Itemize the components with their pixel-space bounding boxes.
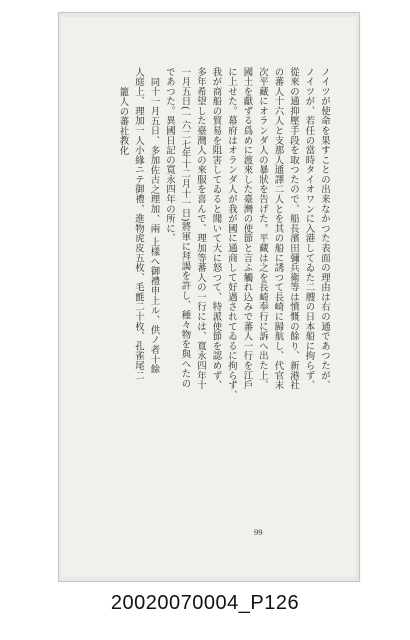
quoted-column: 人庭上、理加一人小緣ニテ御禮、進物虎皮五枚、毛氈二十枚、孔雀尾二 xyxy=(133,67,144,381)
text-column: ノイツが、若任の當時タイオワンに入港してゐた二艘の日本船に拘らず、 xyxy=(303,67,315,391)
page-number: 99 xyxy=(254,527,263,537)
quoted-column: 同十一月五日、多加佐古之理加、兩 上樣へ御禮申上ル、供ノ者十餘 xyxy=(148,77,160,375)
image-caption: 20020070004_P126 xyxy=(110,592,300,614)
text-column: 從來の通抑壓手段を取つたので、船長濱田彌兵衛等は憤慨の餘り、新港社 xyxy=(288,67,299,391)
text-column: に上せた。幕府はオランダ人が我が國に通商して好遇されてゐるに拘らず、 xyxy=(226,67,237,400)
book-page xyxy=(61,17,356,577)
scanned-page-card xyxy=(58,12,360,582)
running-header: 籠人の蕃社教化 xyxy=(117,87,129,156)
text-column: の蕃人十六人と支那人通譯二人とを其の船に誘つて長崎に歸航し、代官末 xyxy=(272,67,284,391)
text-column: 我が商船の貿易を阻害してゐると聞いて大に怒つて、特派使節を認めず、 xyxy=(210,67,222,391)
text-column: であつた。異國日記の寬永四年の所に、 xyxy=(164,67,175,244)
text-column: 一月五日(一六二七年十二月十一日)將軍に拜謁を許し、種々物を與へたの xyxy=(179,67,191,389)
text-column: 多年希望した臺灣人の來服を喜んで、理加等蕃人の一行には、寬永四年十 xyxy=(195,67,206,391)
vertical-text-body xyxy=(84,67,332,545)
text-column: 次平藏にオランダ人の暴狀を告げた。平藏は之を長崎奉行に訴へ出た上、 xyxy=(257,67,268,391)
text-column: 國土を獻ずる爲めに渡來した臺灣の使節と言ふ觸れ込みで蕃人一行を江戶 xyxy=(241,67,253,391)
text-column: ノイツが使命を果すことの出来なかつた表面の理由は右の通であつたが、 xyxy=(319,67,330,391)
